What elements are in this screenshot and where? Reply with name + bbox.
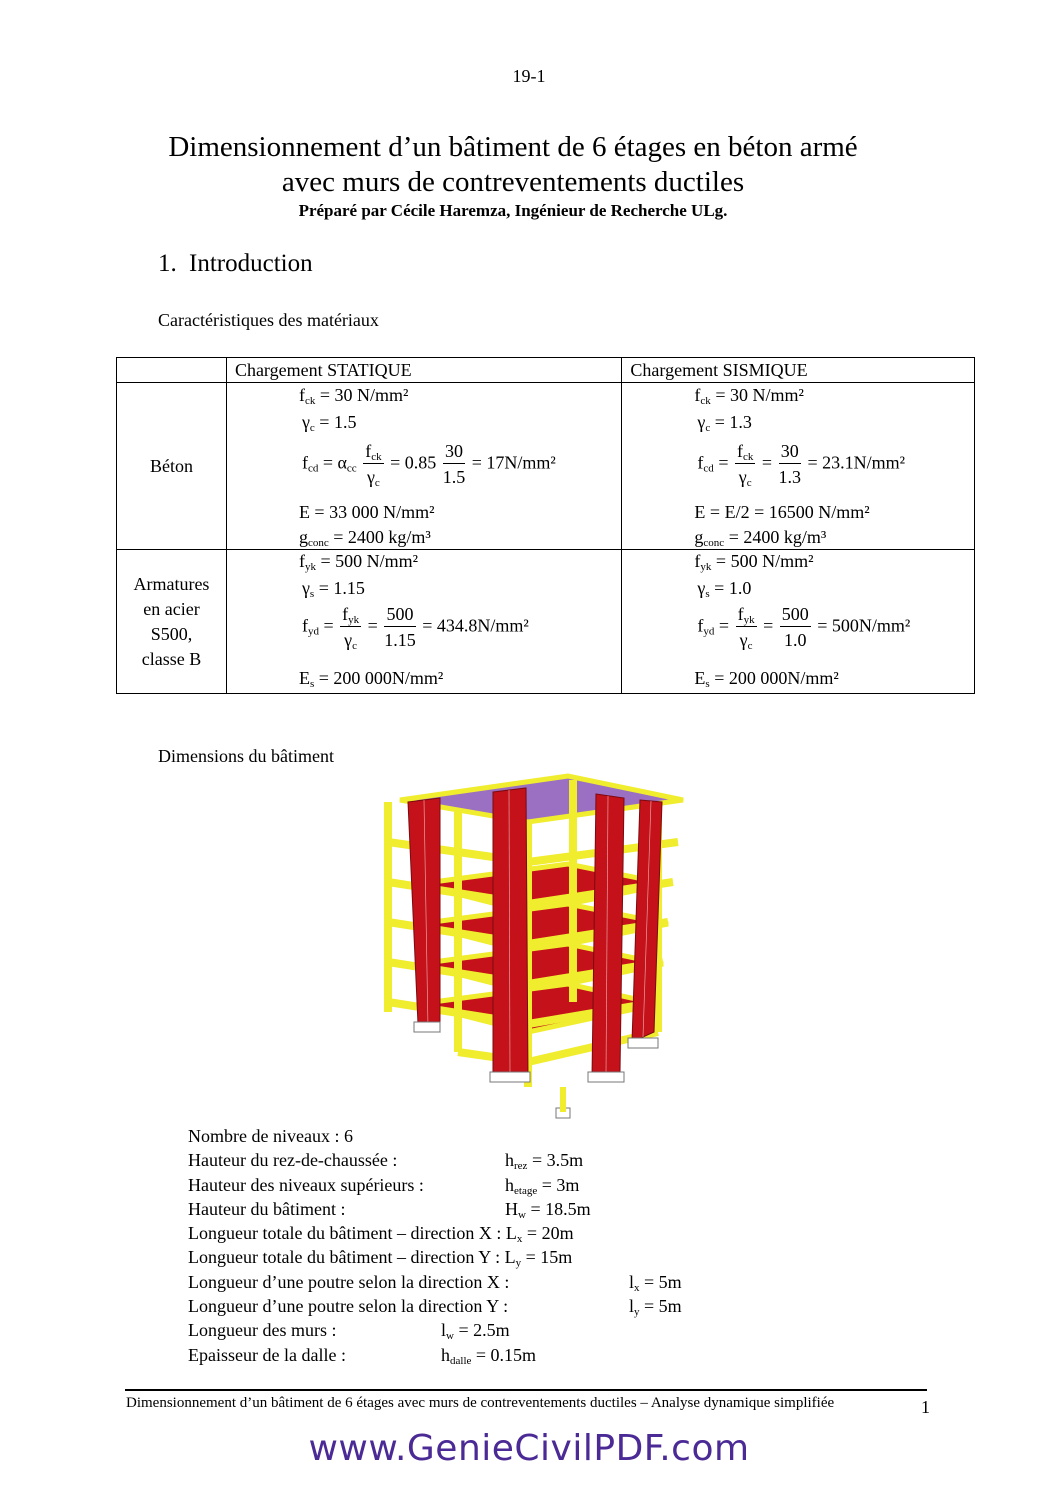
dim-beam-x: Longueur d’une poutre selon la direction X : $l_x = 5m$ bbox=[188, 1271, 682, 1294]
footer-text: Dimensionnement d’un bâtiment de 6 étages avec murs de contreventements ductiles – Analyse dynamique simplifiée bbox=[126, 1395, 835, 1411]
col-seismic-header: Chargement SISMIQUE bbox=[630, 360, 808, 380]
dim-ground-floor-height: Hauteur du rez-de-chaussée : $h_{rez} = 3.5m$ bbox=[188, 1150, 584, 1173]
materials-table bbox=[116, 357, 975, 694]
es-seismic: $E_s = 200$ 000N/mm² bbox=[694, 668, 839, 690]
building-caption: Dimensions du bâtiment bbox=[158, 746, 334, 766]
gamma-c-static: $\gamma_c = 1.5$ bbox=[301, 412, 357, 434]
watermark-link[interactable]: www.GenieCivilPDF.com bbox=[308, 1428, 750, 1469]
section-heading bbox=[158, 250, 313, 278]
footer-divider bbox=[125, 1389, 927, 1391]
gamma-s-static: $\gamma_s = 1.15$ bbox=[301, 578, 365, 600]
dim-levels: Nombre de niveaux : 6 bbox=[188, 1126, 353, 1146]
building-dimensions-list bbox=[188, 1124, 682, 1367]
gamma-s-seismic: $\gamma_s = 1.0$ bbox=[697, 578, 752, 600]
fyk-static: $f_{yk} = 500$ N/mm² bbox=[298, 551, 418, 573]
section-number: 1. bbox=[158, 250, 177, 277]
table-header-row bbox=[117, 358, 975, 383]
dim-length-x: Longueur totale du bâtiment – direction X : $L_x = 20m$ bbox=[188, 1223, 574, 1246]
e-seismic: E = E/2 = 16500 N/mm² bbox=[694, 502, 870, 522]
page-number: 19-1 bbox=[512, 66, 546, 86]
fyd-static: $f_{yd}$ = $\frac{f_{yk}}{\gamma_c}$ = $\frac{500}{1.15}$ = 434.8N/mm² bbox=[301, 604, 529, 652]
title-line-1: Dimensionnement d’un bâtiment de 6 étages en béton armé bbox=[168, 131, 858, 163]
dim-length-y: Longueur totale du bâtiment – direction Y : $L_y = 15m$ bbox=[188, 1247, 573, 1270]
fcd-static: $f_{cd} = \alpha_{cc}$ $\frac{f_{ck}}{\gamma_c}$ = 0.85 $\frac{30}{1.5}$ = 17N/mm² bbox=[301, 441, 556, 489]
document-title bbox=[60, 130, 966, 200]
materials-caption: Caractéristiques des matériaux bbox=[158, 310, 379, 330]
building-3d-model-image bbox=[378, 772, 690, 1120]
gamma-c-seismic: $\gamma_c = 1.3$ bbox=[697, 412, 752, 434]
dim-slab-thickness: Epaisseur de la dalle : $h_{dalle} = 0.15m$ bbox=[188, 1344, 537, 1367]
gconc-static: $g_{conc} = 2400$ kg/m³ bbox=[298, 527, 431, 549]
section-title: Introduction bbox=[189, 250, 313, 277]
dim-beam-y: Longueur d’une poutre selon la direction Y : $l_y = 5m$ bbox=[188, 1296, 682, 1319]
table-row-beton bbox=[117, 383, 975, 550]
row-label-beton: Béton bbox=[117, 383, 227, 550]
dim-wall-length: Longueur des murs : $l_w = 2.5m$ bbox=[188, 1320, 510, 1343]
title-line-2: avec murs de contreventements ductiles bbox=[281, 166, 745, 198]
fcd-seismic: $f_{cd}$ = $\frac{f_{ck}}{\gamma_c}$ = $\frac{30}{1.3}$ = 23.1N/mm² bbox=[697, 441, 906, 489]
row-label-acier: Armatures en acier S500, classe B bbox=[117, 550, 227, 694]
acier-seismic-cell bbox=[622, 550, 974, 693]
dim-upper-floor-height: Hauteur des niveaux supérieurs : $h_{etage} = 3m$ bbox=[188, 1174, 580, 1197]
beton-static-cell bbox=[227, 383, 621, 549]
col-static-header: Chargement STATIQUE bbox=[234, 360, 412, 380]
fck-static: $f_{ck} = 30$ N/mm² bbox=[298, 385, 409, 407]
dim-building-height: Hauteur du bâtiment : $H_w = 18.5m$ bbox=[188, 1198, 591, 1221]
es-static: $E_s = 200$ 000N/mm² bbox=[298, 668, 444, 690]
fck-seismic: $f_{ck} = 30$ N/mm² bbox=[694, 385, 804, 407]
table-row-acier bbox=[117, 550, 975, 694]
fyk-seismic: $f_{yk} = 500$ N/mm² bbox=[694, 551, 814, 573]
fyd-seismic: $f_{yd}$ = $\frac{f_{yk}}{\gamma_c}$ = $\frac{500}{1.0}$ = 500N/mm² bbox=[697, 604, 911, 652]
author-line: Préparé par Cécile Haremza, Ingénieur de Recherche ULg. bbox=[298, 201, 728, 220]
gconc-seismic: $g_{conc} = 2400$ kg/m³ bbox=[694, 527, 827, 549]
e-static: E = 33 000 N/mm² bbox=[298, 502, 435, 522]
beton-seismic-cell bbox=[622, 383, 974, 549]
acier-static-cell bbox=[227, 550, 621, 693]
footer-page-number: 1 bbox=[921, 1397, 930, 1417]
